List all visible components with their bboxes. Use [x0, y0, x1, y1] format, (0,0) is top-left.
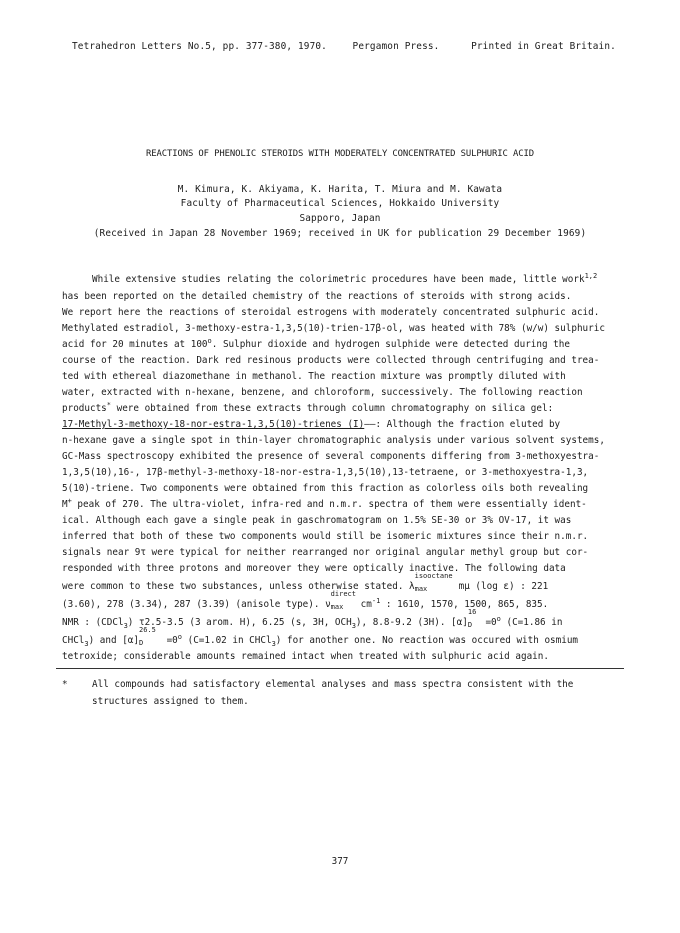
body-line: CHCl$_3$) and [α] 26.5 D $=0^o$ (C=1.02 in CHCl$_3$) for another one. No reaction was occured with osmium	[62, 626, 579, 648]
footnote-rule	[56, 668, 624, 669]
body-line: While extensive studies relating the colorimetric procedures have been made, little work$^{1,2}$	[92, 271, 598, 285]
body-line: 17-Methyl-3-methoxy-18-nor-estra-1,3,5(10)-trienes (I)——: Although the fraction eluted by	[62, 419, 561, 430]
publisher: Pergamon Press.	[352, 41, 440, 52]
footnote-marker: *	[62, 679, 68, 690]
lambda-sup: isooctane	[414, 572, 453, 580]
body-line: were common to these two substances, unless otherwise stated. λ isooctane max mμ (log ε) : 221	[62, 572, 549, 593]
body-line: M+ peak of 270. The ultra-violet, infra-red and n.m.r. spectra of them were essentially ident-	[62, 496, 587, 510]
body-line: tetroxide; considerable amounts remained intact when treated with sulphuric acid again.	[62, 651, 549, 662]
body-line: n-hexane gave a single spot in thin-layer chromatographic analysis under various solvent systems,	[62, 435, 605, 446]
body-line: responded with three protons and moreover they were optically inactive. The following data	[62, 563, 566, 574]
body-line: course of the reaction. Dark red resinous products were collected through centrifuging and trea-	[62, 355, 600, 366]
authors: M. Kimura, K. Akiyama, K. Harita, T. Miura and M. Kawata	[177, 184, 503, 195]
printed-in: Printed in Great Britain.	[471, 41, 616, 52]
body-line: ical. Although each gave a single peak in gaschromatogram on 1.5% SE-30 or 3% OV-17, it was	[62, 515, 572, 526]
article-title: REACTIONS OF PHENOLIC STEROIDS WITH MODERATELY CONCENTRATED SULPHURIC ACID	[146, 149, 534, 159]
received-dates: (Received in Japan 28 November 1969; received in UK for publication 29 December 1969)	[93, 228, 587, 239]
footnote-line: All compounds had satisfactory elemental analyses and mass spectra consistent with the	[92, 679, 574, 690]
body-line: signals near 9τ were typical for neither rearranged nor original angular methyl group but cor-	[62, 547, 589, 558]
body-line: 1,3,5(10),16-, 17β-methyl-3-methoxy-18-nor-estra-1,3,5(10),13-tetraene, or 3-methoxyestra-1,3,	[62, 467, 589, 478]
compound-name: 17-Methyl-3-methoxy-18-nor-estra-1,3,5(10)-trienes (I)	[62, 419, 365, 430]
body-line: inferred that both of these two components would still be isomeric mixtures since their n.m.r.	[62, 531, 589, 542]
journal-citation: Tetrahedron Letters No.5, pp. 377-380, 1970.	[72, 41, 327, 52]
body-line: Methylated estradiol, 3-methoxy-estra-1,3,5(10)-trien-17β-ol, was heated with 78% (w/w) sulphuric	[62, 323, 605, 334]
body-line: ted with ethereal diazomethane in methanol. The reaction mixture was promptly diluted with	[62, 371, 566, 382]
body-line: acid for 20 minutes at 100$^o$. Sulphur dioxide and hydrogen sulphide were detected during the	[62, 336, 570, 350]
nu-sub: max	[330, 603, 344, 611]
body-line: GC-Mass spectroscopy exhibited the presence of several components differing from 3-methoxyestra-	[62, 451, 600, 462]
lambda-sub: max	[414, 585, 428, 593]
body-line: has been reported on the detailed chemistry of the reactions of steroids with strong acids.	[62, 291, 572, 302]
footnote-line: structures assigned to them.	[92, 696, 249, 707]
body-line: NMR : (CDCl$_3$) τ2.5-3.5 (3 arom. H), 6.25 (s, 3H, $OCH_3$), 8.8-9.2 (3H). [α] 16 D $=0^o$ (C=1.86 in	[62, 608, 563, 630]
body-line: products* were obtained from these extracts through column chromatography on silica gel:	[62, 400, 554, 414]
body-line: 5(10)-triene. Two components were obtained from this fraction as colorless oils both revealing	[62, 483, 589, 494]
page-number: 377	[331, 856, 349, 867]
body-line: water, extracted with n-hexane, benzene, and chloroform, successively. The following reaction	[62, 387, 583, 398]
body-line: We report here the reactions of steroidal estrogens with moderately concentrated sulphuric acid.	[62, 307, 600, 318]
location: Sapporo, Japan	[299, 213, 381, 224]
affiliation: Faculty of Pharmaceutical Sciences, Hokkaido University	[180, 198, 500, 209]
running-header	[72, 41, 616, 52]
body-line: (3.60), 278 (3.34), 287 (3.39) (anisole type). ν direct max $cm^{-1}$ : 1610, 1570, 1500, 865, 835.	[62, 590, 549, 611]
nu-sup: direct	[330, 590, 356, 598]
